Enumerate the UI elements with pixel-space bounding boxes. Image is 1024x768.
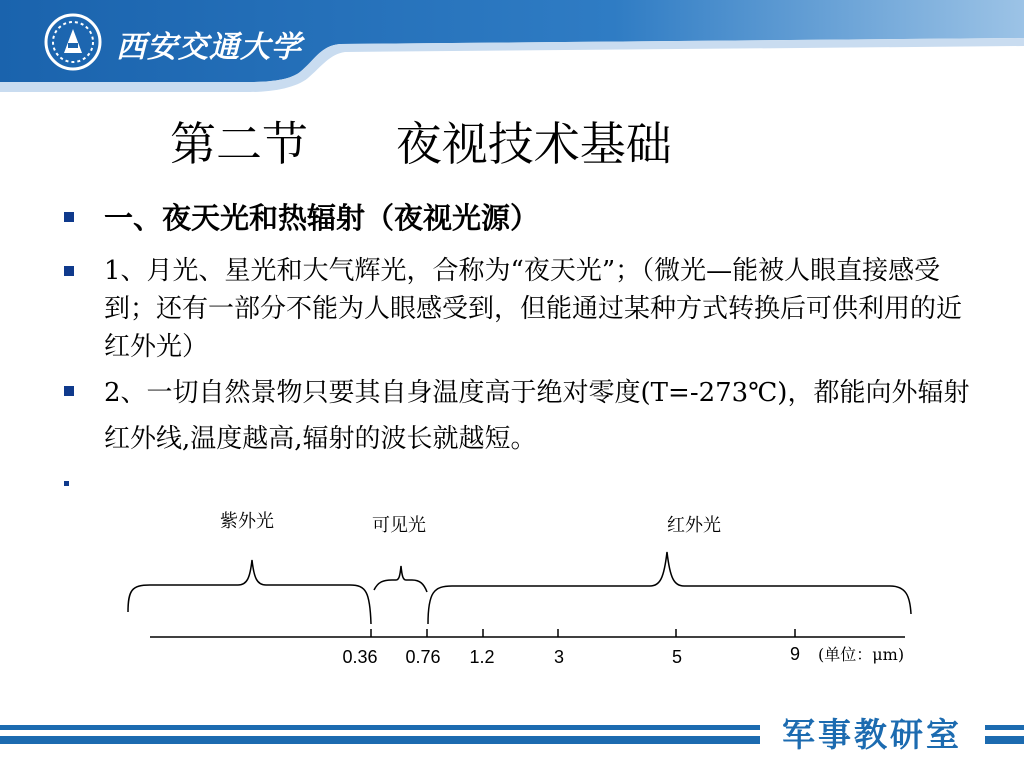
unit-label: (单位：μm)	[818, 645, 905, 664]
infrared-label: 红外光	[667, 515, 721, 536]
tick-label: 0.36	[342, 647, 378, 667]
tick-label: 9	[789, 644, 801, 664]
tick-label: 0.76	[405, 647, 441, 667]
tick-label: 3	[553, 647, 565, 667]
bullet-1-text: 一、夜天光和热辐射（夜视光源）	[104, 201, 540, 235]
tick-label: 5	[671, 647, 683, 667]
ultraviolet-label: 紫外光	[220, 511, 274, 532]
slide-title: 第二节 夜视技术基础	[170, 117, 672, 171]
visible-light-label: 可见光	[372, 515, 426, 536]
bullet-2-text: 1、月光、星光和大气辉光，合称为“夜天光”；（微光—能被人眼直接感受到；还有一部分不能为人眼感受到，但能通过某种方式转换后可供利用的近红外光）	[104, 256, 963, 362]
university-name: 西安交通大学	[116, 30, 302, 65]
tick-label: 1.2	[469, 647, 495, 667]
department-label: 军事教研室	[782, 715, 962, 754]
bullet-3-text: 2、一切自然景物只要其自身温度高于绝对零度(T=-273℃)，都能向外辐射红外线,温度越高,辐射的波长就越短。	[104, 378, 970, 454]
